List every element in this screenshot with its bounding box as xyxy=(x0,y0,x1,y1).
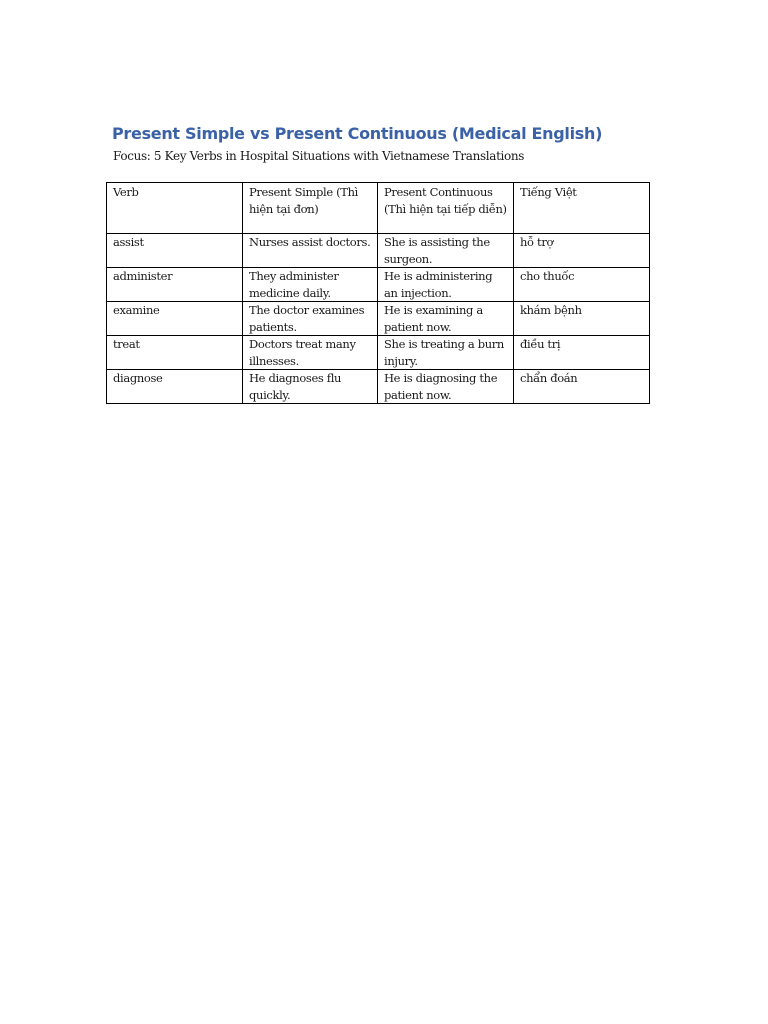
cell-present-simple: Nurses assist doctors. xyxy=(243,234,378,268)
verbs-table xyxy=(106,182,650,404)
cell-verb: examine xyxy=(107,302,243,336)
table-header-row xyxy=(107,183,650,234)
cell-present-continuous: He is examining a patient now. xyxy=(378,302,514,336)
cell-verb: diagnose xyxy=(107,370,243,404)
cell-vietnamese: hỗ trợ xyxy=(514,234,650,268)
header-present-continuous: Present Continuous (Thì hiện tại tiếp diễn) xyxy=(378,183,514,234)
table-row xyxy=(107,268,650,302)
cell-present-simple: The doctor examines patients. xyxy=(243,302,378,336)
cell-vietnamese: cho thuốc xyxy=(514,268,650,302)
table-row xyxy=(107,234,650,268)
document-subtitle: Focus: 5 Key Verbs in Hospital Situations with Vietnamese Translations xyxy=(113,149,525,163)
header-verb: Verb xyxy=(107,183,243,234)
cell-present-simple: He diagnoses flu quickly. xyxy=(243,370,378,404)
cell-present-continuous: He is administering an injection. xyxy=(378,268,514,302)
cell-present-simple: Doctors treat many illnesses. xyxy=(243,336,378,370)
cell-verb: administer xyxy=(107,268,243,302)
cell-present-continuous: She is treating a burn injury. xyxy=(378,336,514,370)
cell-vietnamese: chẩn đoán xyxy=(514,370,650,404)
cell-vietnamese: khám bệnh xyxy=(514,302,650,336)
table-row xyxy=(107,336,650,370)
cell-present-continuous: She is assisting the surgeon. xyxy=(378,234,514,268)
header-present-simple: Present Simple (Thì hiện tại đơn) xyxy=(243,183,378,234)
header-vietnamese: Tiếng Việt xyxy=(514,183,650,234)
table-row xyxy=(107,302,650,336)
cell-present-continuous: He is diagnosing the patient now. xyxy=(378,370,514,404)
cell-verb: assist xyxy=(107,234,243,268)
document-title: Present Simple vs Present Continuous (Medical English) xyxy=(112,124,603,143)
cell-present-simple: They administer medicine daily. xyxy=(243,268,378,302)
cell-vietnamese: điều trị xyxy=(514,336,650,370)
table-row xyxy=(107,370,650,404)
cell-verb: treat xyxy=(107,336,243,370)
